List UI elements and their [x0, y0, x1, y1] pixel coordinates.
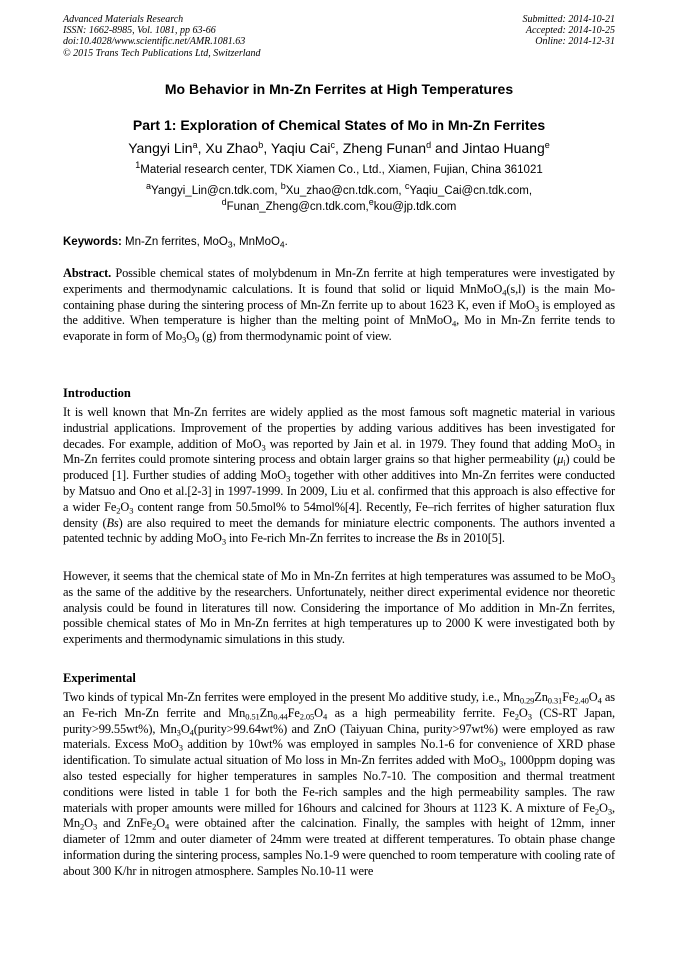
author-list: Yangyi Lin$^a$, Xu Zhao$^b$, Yaqiu Cai$^c$, Zheng Funan$^d$ and Jintao Huang$^e$ [128, 140, 550, 156]
journal-info [63, 14, 383, 59]
section-heading-introduction: Introduction [63, 386, 131, 400]
journal-doi: doi:10.4028/www.scientific.net/AMR.1081.63 [63, 36, 246, 48]
author-mark: e [544, 140, 550, 150]
keywords-text: Mn-Zn ferrites, MoO$_3$, MnMoO$_4$. [125, 236, 288, 250]
abstract-label: Abstract. [63, 266, 112, 280]
author-name: Zheng Funan [342, 140, 427, 156]
author-name: Xu Zhao [205, 140, 259, 156]
email-link[interactable]: Yangyi_Lin@cn.tdk.com, [151, 185, 278, 197]
abstract [63, 266, 615, 345]
keywords-label: Keywords: [63, 236, 122, 248]
author-mark: b [258, 140, 264, 150]
author-name: Yaqiu Cai [270, 140, 331, 156]
keywords [63, 236, 615, 248]
abstract-text: Possible chemical states of molybdenum in Mn-Zn ferrite at high temperatures were investigated by experiments and thermodynamic calculations. It is found that solid or liquid MnMoO$_4$(s,l) is the main Mo-containing phase during the sintering process of Mn-Zn ferrite up to about 1623 K, even if MoO$_3$ is employed as the additive. When temperature is higher than the melting point of MnMoO$_4$, Mo in Mn-Zn ferrite tends to evaporate in form of $Mo_3O_9$ (g) from thermodynamic point of view. [63, 266, 615, 345]
journal-copyright: © 2015 Trans Tech Publications Ltd, Switzerland [63, 47, 261, 59]
introduction-paragraph: However, it seems that the chemical state of Mo in Mn-Zn ferrites at high temperatures was assumed to be MoO$_3$ as the same of the additive by the researchers. Unfortunately, neither direct experimental evidence nor theoretic analysis could be found in literatures till now. Considering the importance of Mo addition in Mn-Zn ferrites, possible chemical states of Mo in Mn-Zn ferrites at high temperatures up to 2000 K were investigated both by experiments and thermodynamic simulations in this study. [63, 569, 615, 647]
author-mark: c [330, 140, 336, 150]
author-name: Yangyi Lin [128, 140, 193, 156]
email-link[interactable]: Funan_Zheng@cn.tdk.com, [226, 200, 369, 213]
section-heading-experimental: Experimental [63, 671, 136, 685]
introduction-paragraph: It is well known that Mn-Zn ferrites are widely applied as the most famous soft magnetic material in various industrial applications. Improvement of the properties by adding various additives has been investigated for decades. For example, addition of MoO$_3$ was reported by Jain et al. in 1979. They found that adding MoO$_3$ in Mn-Zn ferrites could promote sintering process and obtain larger grains so that higher permeability $(\mu_i)$ could be produced [1]. Further studies of adding MoO$_3$ together with other additives into Mn-Zn ferrites were conducted by Matsuo and Ono et al.[2-3] in 1997-1999. In 2009, Liu et al. confirmed that this approach is also effective for a wider $Fe_2O_3$ content range from 50.5mol% to 54mol%[4]. Recently, Fe–rich ferrites of higher saturation flux density (Bs) are also required to meet the demands for miniature electric components. The authors invented a patented technic by adding MoO$_3$ into Fe-rich Mn-Zn ferrites to increase the Bs in 2010[5]. [63, 405, 615, 547]
publication-dates [395, 14, 615, 48]
paper-title: Mo Behavior in Mn-Zn Ferrites at High Temperatures [164, 81, 514, 97]
experimental-paragraph: Two kinds of typical Mn-Zn ferrites were employed in the present Mo additive study, i.e., $Mn_{0.29}Zn_{0.31}Fe_{2.40}O_4$ as an Fe-rich Mn-Zn ferrite and $Mn_{0.51}Zn_{0.44}Fe_{2.05}O_4$ as a high permeability ferrite. $Fe_2O_3$ (CS-RT Japan, purity>99.55wt%), $Mn_3O_4(purity>99.64wt\%)$ and ZnO (Taiyuan China, purity>97wt%) were employed as raw materials. Excess MoO$_3$ addition by 10wt% was employed in samples No.1-6 for convenience of XRD phase identification. To simulate actual situation of Mo loss in Mn-Zn ferrites added with MoO$_3$, 1000ppm doping was also tested especially for higher temperatures in samples No.7-10. The composition and thermal treatment conditions were listed in table 1 for both the Fe-rich samples and the high permeability samples. The raw materials with proper amounts were milled for 16hours and calcined for 3hours at 1123 K. A mixture of $Fe_2O_3$, $Mn_2O_3$ and $ZnFe_2O_4$ were obtained after the calcination. Finally, the samples with height of 12mm, inner diameter of 12mm and outer diameter of 24mm were treated at different temperatures. To obtain phase change information during the sintering process, samples No.1-9 were quenched to room temperature with cooling rate of about 300 K/hr in nitrogen atmosphere. Samples No.10-11 were [63, 690, 616, 878]
affiliation-mark: 1 [135, 160, 141, 170]
author-mark: d [426, 140, 432, 150]
email-link[interactable]: Xu_zhao@cn.tdk.com, [285, 185, 402, 197]
author-name: Jintao Huang [462, 140, 545, 156]
author-emails: $^a$Yangyi_Lin@cn.tdk.com, $^b$Xu_zhao@cn.tdk.com, $^c$Yaqiu_Cai@cn.tdk.com, $^d$Funan_Zheng@cn.tdk.com,$^e$kou@jp.tdk.com [145, 181, 533, 213]
journal-name: Advanced Materials Research [63, 14, 184, 25]
journal-issn: ISSN: 1662-8985, Vol. 1081, pp 63-66 [63, 25, 216, 37]
affiliation-text: Material research center, TDK Xiamen Co., Ltd., Xiamen, Fujian, China 361021 [140, 164, 543, 176]
date-online: Online: 2014-12-31 [535, 36, 615, 48]
date-accepted: Accepted: 2014-10-25 [525, 25, 615, 37]
email-link[interactable]: kou@jp.tdk.com [373, 200, 457, 213]
date-submitted: Submitted: 2014-10-21 [522, 14, 615, 25]
author-mark: a [192, 140, 198, 150]
affiliation [0, 160, 678, 176]
paper-subtitle: Part 1: Exploration of Chemical States of Mo in Mn-Zn Ferrites [132, 117, 546, 133]
email-link[interactable]: Yaqiu_Cai@cn.tdk.com, [409, 185, 533, 197]
